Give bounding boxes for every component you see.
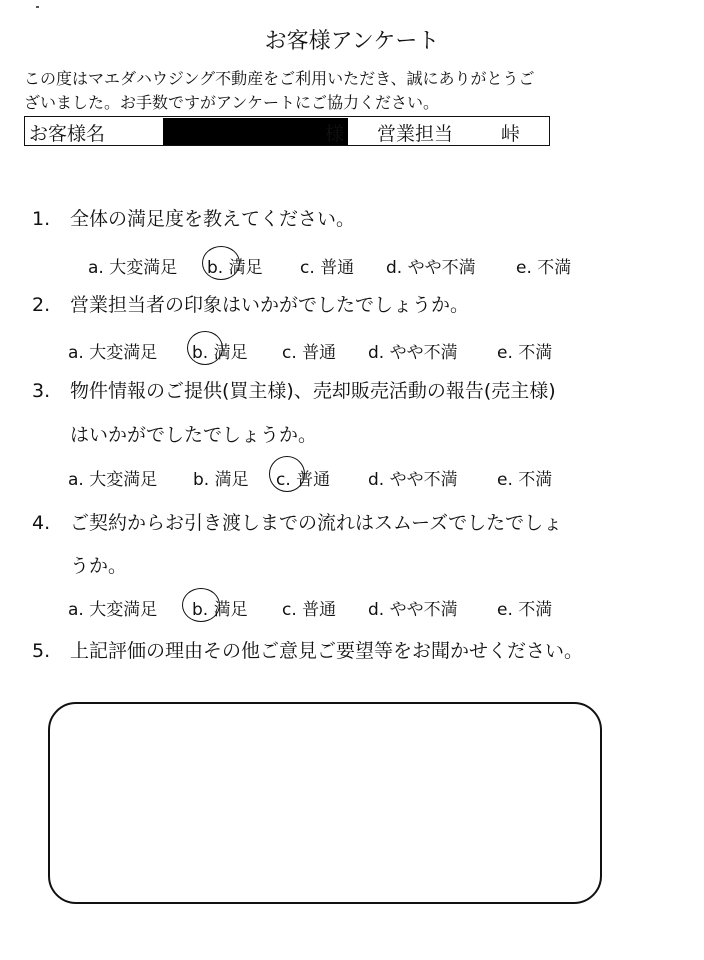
option-c[interactable]: c. 普通 bbox=[276, 470, 331, 490]
question-text: 上記評価の理由その他ご意見ご要望等をお聞かせください。 bbox=[70, 640, 584, 662]
option-a[interactable]: a. 大変満足 bbox=[88, 258, 178, 278]
option-e[interactable]: e. 不満 bbox=[497, 343, 553, 363]
option-d[interactable]: d. やや不満 bbox=[386, 258, 476, 278]
option-b[interactable]: b. 満足 bbox=[207, 258, 263, 278]
option-a[interactable]: a. 大変満足 bbox=[68, 470, 158, 490]
option-e[interactable]: e. 不満 bbox=[516, 258, 572, 278]
comment-box[interactable] bbox=[48, 702, 602, 904]
option-c[interactable]: c. 普通 bbox=[282, 343, 337, 363]
redacted-customer-name bbox=[163, 118, 348, 145]
option-b[interactable]: b. 満足 bbox=[193, 470, 249, 490]
question-number: 4. bbox=[32, 512, 51, 534]
question-number: 3. bbox=[32, 380, 51, 402]
option-e[interactable]: e. 不満 bbox=[497, 470, 553, 490]
option-d[interactable]: d. やや不満 bbox=[368, 600, 458, 620]
customer-name-label: お客様名 bbox=[29, 123, 106, 145]
question-text: 営業担当者の印象はいかがでしたでしょうか。 bbox=[70, 294, 470, 316]
question-4 bbox=[32, 508, 562, 535]
question-4-continued: うか。 bbox=[70, 555, 128, 577]
intro-line-2: ざいました。お手数ですがアンケートにご協力ください。 bbox=[24, 93, 440, 112]
question-3-continued: はいかがでしたでしょうか。 bbox=[70, 424, 318, 446]
question-text: ご契約からお引き渡しまでの流れはスムーズでしたでしょ bbox=[70, 512, 563, 534]
question-text: 全体の満足度を教えてください。 bbox=[70, 208, 356, 230]
question-number: 2. bbox=[32, 294, 51, 316]
option-c[interactable]: c. 普通 bbox=[282, 600, 337, 620]
sales-staff-name: 峠 bbox=[501, 123, 521, 145]
option-d[interactable]: d. やや不満 bbox=[368, 470, 458, 490]
question-5 bbox=[32, 636, 583, 663]
option-b[interactable]: b. 満足 bbox=[192, 343, 248, 363]
customer-name-box bbox=[24, 116, 550, 146]
selection-circle bbox=[202, 246, 240, 280]
honorific-label: 様 bbox=[325, 123, 345, 145]
option-a[interactable]: a. 大変満足 bbox=[68, 600, 158, 620]
question-number: 5. bbox=[32, 640, 51, 662]
selection-circle bbox=[182, 588, 220, 622]
sales-staff-label: 営業担当 bbox=[377, 123, 454, 145]
option-e[interactable]: e. 不満 bbox=[497, 600, 553, 620]
option-a[interactable]: a. 大変満足 bbox=[68, 343, 158, 363]
option-b[interactable]: b. 満足 bbox=[192, 600, 248, 620]
question-2 bbox=[32, 290, 469, 317]
question-text: 物件情報のご提供(買主様)、売却販売活動の報告(売主様) bbox=[70, 380, 556, 402]
question-number: 1. bbox=[32, 208, 51, 230]
selection-circle bbox=[269, 456, 305, 492]
option-c[interactable]: c. 普通 bbox=[300, 258, 355, 278]
intro-line-1: この度はマエダハウジング不動産をご利用いただき、誠にありがとうご bbox=[24, 69, 535, 88]
scan-speck bbox=[36, 6, 39, 8]
question-3 bbox=[32, 376, 556, 403]
question-1 bbox=[32, 204, 355, 231]
option-d[interactable]: d. やや不満 bbox=[368, 343, 458, 363]
selection-circle bbox=[187, 331, 223, 365]
page-title: お客様アンケート bbox=[264, 29, 440, 54]
